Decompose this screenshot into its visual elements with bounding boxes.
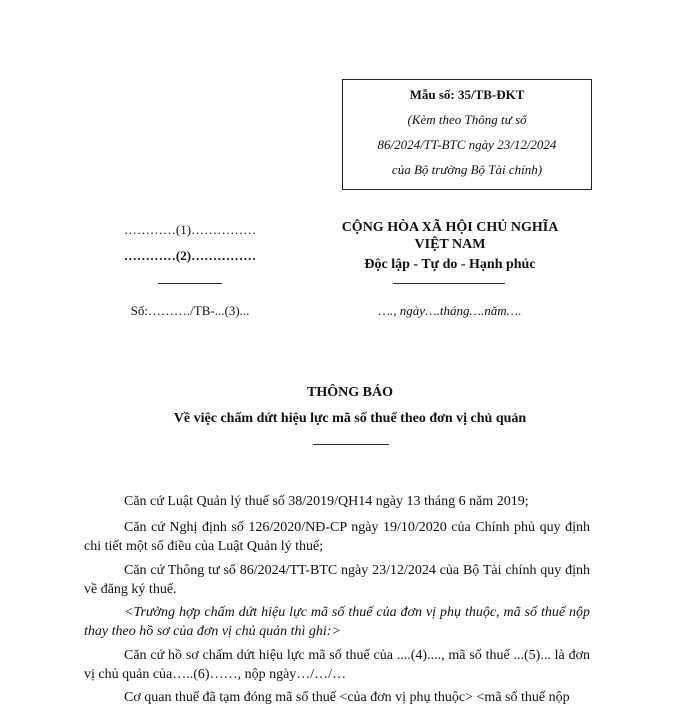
application-paragraph: Căn cứ hồ sơ chấm dứt hiệu lực mã số thuế của ....(4)...., mã số thuế ...(5)... là đơn vị chủ quản của…..(6)……, nộp ngày…/…/… xyxy=(84,648,590,682)
title-divider xyxy=(313,444,389,445)
instruction-note: <Trường hợp chấm dứt hiệu lực mã số thuế của đơn vị phụ thuộc, mã số thuế nộp thay theo hồ sơ của đơn vị chủ quản thì ghi:> xyxy=(84,605,590,639)
legal-basis-paragraph-2: Căn cứ Nghị định số 126/2020/NĐ-CP ngày 19/10/2020 của Chính phủ quy định chi tiết một số điều của Luật Quản lý thuế; xyxy=(84,520,590,554)
issuer-line-2: …………(2)…………… xyxy=(123,248,257,263)
motto-divider xyxy=(393,283,505,284)
notice-title: THÔNG BÁO xyxy=(307,385,393,400)
republic-title-line-1: CỘNG HÒA XÃ HỘI CHỦ NGHĨA xyxy=(341,220,559,235)
legal-basis-paragraph-3: Căn cứ Thông tư số 86/2024/TT-BTC ngày 23/12/2024 của Bộ Tài chính quy định về đăng ký thuế. xyxy=(84,563,590,597)
form-reference-line-1: (Kèm theo Thông tư số xyxy=(407,112,527,127)
form-code-box xyxy=(342,79,592,190)
republic-title-line-2: VIỆT NAM xyxy=(414,237,486,252)
form-reference-line-3: của Bộ trưởng Bộ Tài chính) xyxy=(391,162,543,177)
notice-subtitle: Về việc chấm dứt hiệu lực mã số thuế theo đơn vị chủ quản xyxy=(173,411,527,426)
issuer-line-1: …………(1)…………… xyxy=(123,222,257,237)
date-line: …., ngày….tháng….năm…. xyxy=(378,303,522,318)
legal-basis-paragraph-1: Căn cứ Luật Quản lý thuế số 38/2019/QH14 ngày 13 tháng 6 năm 2019; xyxy=(124,494,529,509)
national-motto: Độc lập - Tự do - Hạnh phúc xyxy=(364,257,536,272)
closure-paragraph: Cơ quan thuế đã tạm đóng mã số thuế <của đơn vị phụ thuộc> <mã số thuế nộp xyxy=(124,690,570,705)
form-code: Mẫu số: 35/TB-ĐKT xyxy=(409,87,525,102)
document-number: Số:………./TB-...(3)... xyxy=(130,303,250,318)
issuer-divider xyxy=(158,283,222,284)
form-reference-line-2: 86/2024/TT-BTC ngày 23/12/2024 xyxy=(377,137,557,152)
